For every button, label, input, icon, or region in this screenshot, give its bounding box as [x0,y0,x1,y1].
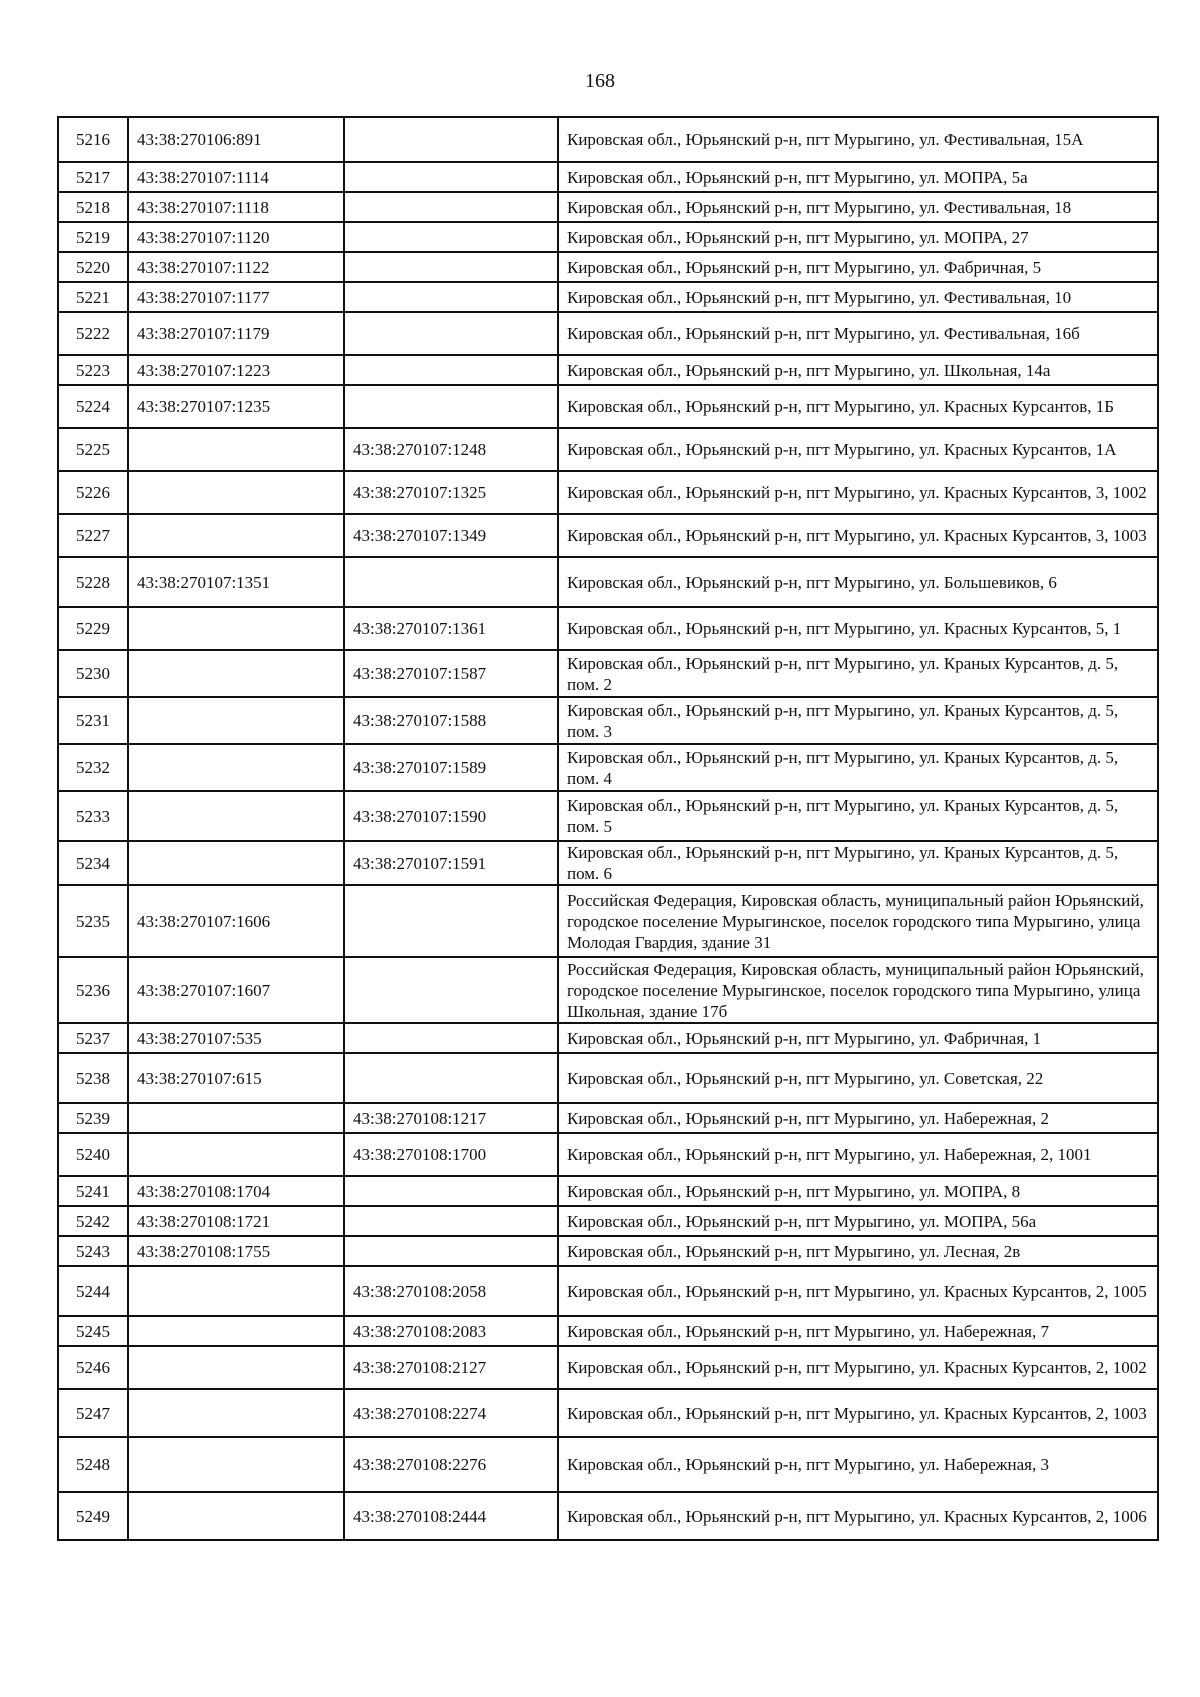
cadastral-number-alt-cell: 43:38:270108:1217 [344,1103,558,1133]
cadastral-number-cell [128,1389,344,1437]
cadastral-number-alt-cell: 43:38:270108:1700 [344,1133,558,1176]
table-row [58,697,1158,744]
cadastral-number-cell: 43:38:270106:891 [128,117,344,162]
cadastral-number-alt-cell [344,282,558,312]
row-number-cell: 5236 [58,957,128,1023]
row-number-cell: 5232 [58,744,128,791]
cadastral-number-cell: 43:38:270107:615 [128,1053,344,1103]
cadastral-number-cell [128,607,344,650]
cadastral-number-cell: 43:38:270108:1721 [128,1206,344,1236]
cadastral-number-alt-cell: 43:38:270107:1325 [344,471,558,514]
cadastral-number-alt-cell: 43:38:270107:1587 [344,650,558,697]
cadastral-number-cell: 43:38:270107:1351 [128,557,344,607]
table-row [58,841,1158,885]
row-number-cell: 5242 [58,1206,128,1236]
table-row [58,252,1158,282]
address-cell: Кировская обл., Юрьянский р-н, пгт Мурыгино, ул. МОПРА, 8 [558,1176,1158,1206]
row-number-cell: 5245 [58,1316,128,1346]
cadastral-number-alt-cell [344,312,558,355]
row-number-cell: 5235 [58,885,128,957]
table-row [58,385,1158,428]
address-cell: Кировская обл., Юрьянский р-н, пгт Мурыгино, ул. Советская, 22 [558,1053,1158,1103]
cadastral-number-alt-cell: 43:38:270107:1361 [344,607,558,650]
row-number-cell: 5226 [58,471,128,514]
address-cell: Кировская обл., Юрьянский р-н, пгт Мурыгино, ул. Красных Курсантов, 1А [558,428,1158,471]
table-row [58,1236,1158,1266]
row-number-cell: 5220 [58,252,128,282]
table-row [58,557,1158,607]
cadastral-number-cell [128,428,344,471]
cadastral-number-cell [128,514,344,557]
address-cell: Кировская обл., Юрьянский р-н, пгт Мурыгино, ул. Красных Курсантов, 5, 1 [558,607,1158,650]
cadastral-number-cell [128,791,344,841]
cadastral-number-cell: 43:38:270107:1177 [128,282,344,312]
cadastral-number-alt-cell: 43:38:270108:2274 [344,1389,558,1437]
cadastral-number-cell: 43:38:270108:1755 [128,1236,344,1266]
table-row [58,791,1158,841]
table-row [58,514,1158,557]
address-cell: Российская Федерация, Кировская область, муниципальный район Юрьянский, городское поселение Мурыгинское, поселок городского типа Мурыгино, улица Школьная, здание 17б [558,957,1158,1023]
address-cell: Кировская обл., Юрьянский р-н, пгт Мурыгино, ул. Фабричная, 5 [558,252,1158,282]
address-cell: Кировская обл., Юрьянский р-н, пгт Мурыгино, ул. Набережная, 3 [558,1437,1158,1492]
table-row [58,1176,1158,1206]
cadastral-number-cell: 43:38:270107:535 [128,1023,344,1053]
row-number-cell: 5246 [58,1346,128,1389]
cadastral-number-alt-cell: 43:38:270108:2444 [344,1492,558,1540]
table-row [58,1133,1158,1176]
address-cell: Кировская обл., Юрьянский р-н, пгт Мурыгино, ул. МОПРА, 27 [558,222,1158,252]
cadastral-number-alt-cell: 43:38:270108:2083 [344,1316,558,1346]
cadastral-number-cell [128,1133,344,1176]
address-cell: Кировская обл., Юрьянский р-н, пгт Мурыгино, ул. Краных Курсантов, д. 5, пом. 4 [558,744,1158,791]
address-cell: Кировская обл., Юрьянский р-н, пгт Мурыгино, ул. Краных Курсантов, д. 5, пом. 6 [558,841,1158,885]
address-cell: Кировская обл., Юрьянский р-н, пгт Мурыгино, ул. Краных Курсантов, д. 5, пом. 5 [558,791,1158,841]
row-number-cell: 5239 [58,1103,128,1133]
cadastral-number-alt-cell: 43:38:270107:1591 [344,841,558,885]
address-cell: Кировская обл., Юрьянский р-н, пгт Мурыгино, ул. Набережная, 2 [558,1103,1158,1133]
row-number-cell: 5228 [58,557,128,607]
table-row [58,1103,1158,1133]
address-cell: Кировская обл., Юрьянский р-н, пгт Мурыгино, ул. Фестивальная, 15А [558,117,1158,162]
cadastral-number-cell: 43:38:270107:1120 [128,222,344,252]
cadastral-number-alt-cell: 43:38:270107:1589 [344,744,558,791]
address-cell: Кировская обл., Юрьянский р-н, пгт Мурыгино, ул. Школьная, 14а [558,355,1158,385]
row-number-cell: 5234 [58,841,128,885]
row-number-cell: 5222 [58,312,128,355]
cadastral-number-cell [128,697,344,744]
address-cell: Кировская обл., Юрьянский р-н, пгт Мурыгино, ул. Краных Курсантов, д. 5, пом. 2 [558,650,1158,697]
row-number-cell: 5244 [58,1266,128,1316]
row-number-cell: 5237 [58,1023,128,1053]
cadastral-number-alt-cell [344,192,558,222]
row-number-cell: 5241 [58,1176,128,1206]
row-number-cell: 5217 [58,162,128,192]
cadastral-number-alt-cell [344,222,558,252]
cadastral-number-alt-cell: 43:38:270107:1590 [344,791,558,841]
address-cell: Кировская обл., Юрьянский р-н, пгт Мурыгино, ул. Красных Курсантов, 2, 1005 [558,1266,1158,1316]
row-number-cell: 5227 [58,514,128,557]
row-number-cell: 5248 [58,1437,128,1492]
cadastral-number-cell [128,744,344,791]
table-row [58,744,1158,791]
cadastral-number-cell: 43:38:270107:1118 [128,192,344,222]
cadastral-number-cell: 43:38:270108:1704 [128,1176,344,1206]
table-row [58,1206,1158,1236]
registry-table-body [58,117,1158,1540]
address-cell: Кировская обл., Юрьянский р-н, пгт Мурыгино, ул. Фестивальная, 16б [558,312,1158,355]
address-cell: Кировская обл., Юрьянский р-н, пгт Мурыгино, ул. Большевиков, 6 [558,557,1158,607]
table-row [58,312,1158,355]
row-number-cell: 5223 [58,355,128,385]
table-row [58,1346,1158,1389]
table-row [58,1053,1158,1103]
address-cell: Кировская обл., Юрьянский р-н, пгт Мурыгино, ул. Фестивальная, 10 [558,282,1158,312]
page-number: 168 [585,70,615,92]
cadastral-number-alt-cell [344,162,558,192]
table-row [58,1437,1158,1492]
cadastral-number-alt-cell: 43:38:270107:1248 [344,428,558,471]
address-cell: Кировская обл., Юрьянский р-н, пгт Мурыгино, ул. Красных Курсантов, 2, 1002 [558,1346,1158,1389]
cadastral-number-cell [128,1266,344,1316]
table-row [58,282,1158,312]
cadastral-number-alt-cell [344,1236,558,1266]
cadastral-number-alt-cell: 43:38:270107:1349 [344,514,558,557]
cadastral-number-cell: 43:38:270107:1122 [128,252,344,282]
table-row [58,1389,1158,1437]
cadastral-number-cell [128,1316,344,1346]
row-number-cell: 5231 [58,697,128,744]
address-cell: Российская Федерация, Кировская область, муниципальный район Юрьянский, городское поселение Мурыгинское, поселок городского типа Мурыгино, улица Молодая Гвардия, здание 31 [558,885,1158,957]
cadastral-number-alt-cell [344,957,558,1023]
table-row [58,117,1158,162]
row-number-cell: 5224 [58,385,128,428]
table-row [58,1266,1158,1316]
address-cell: Кировская обл., Юрьянский р-н, пгт Мурыгино, ул. Красных Курсантов, 3, 1003 [558,514,1158,557]
address-cell: Кировская обл., Юрьянский р-н, пгт Мурыгино, ул. Фабричная, 1 [558,1023,1158,1053]
address-cell: Кировская обл., Юрьянский р-н, пгт Мурыгино, ул. Краных Курсантов, д. 5, пом. 3 [558,697,1158,744]
row-number-cell: 5216 [58,117,128,162]
address-cell: Кировская обл., Юрьянский р-н, пгт Мурыгино, ул. Фестивальная, 18 [558,192,1158,222]
cadastral-number-cell [128,1437,344,1492]
row-number-cell: 5221 [58,282,128,312]
table-row [58,471,1158,514]
table-row [58,222,1158,252]
row-number-cell: 5243 [58,1236,128,1266]
address-cell: Кировская обл., Юрьянский р-н, пгт Мурыгино, ул. Красных Курсантов, 1Б [558,385,1158,428]
cadastral-number-cell [128,841,344,885]
cadastral-number-alt-cell [344,1176,558,1206]
cadastral-number-cell [128,650,344,697]
row-number-cell: 5230 [58,650,128,697]
table-row [58,1492,1158,1540]
table-row [58,192,1158,222]
table-row [58,650,1158,697]
table-row [58,162,1158,192]
table-row [58,428,1158,471]
cadastral-number-alt-cell: 43:38:270107:1588 [344,697,558,744]
cadastral-number-cell: 43:38:270107:1223 [128,355,344,385]
address-cell: Кировская обл., Юрьянский р-н, пгт Мурыгино, ул. Набережная, 2, 1001 [558,1133,1158,1176]
row-number-cell: 5233 [58,791,128,841]
table-row [58,957,1158,1023]
cadastral-number-cell: 43:38:270107:1179 [128,312,344,355]
cadastral-number-cell: 43:38:270107:1235 [128,385,344,428]
row-number-cell: 5238 [58,1053,128,1103]
row-number-cell: 5219 [58,222,128,252]
cadastral-number-alt-cell [344,252,558,282]
cadastral-number-alt-cell: 43:38:270108:2127 [344,1346,558,1389]
cadastral-number-alt-cell [344,885,558,957]
cadastral-number-cell: 43:38:270107:1114 [128,162,344,192]
table-row [58,885,1158,957]
address-cell: Кировская обл., Юрьянский р-н, пгт Мурыгино, ул. МОПРА, 5а [558,162,1158,192]
cadastral-number-cell [128,1346,344,1389]
address-cell: Кировская обл., Юрьянский р-н, пгт Мурыгино, ул. Красных Курсантов, 2, 1003 [558,1389,1158,1437]
cadastral-number-alt-cell: 43:38:270108:2276 [344,1437,558,1492]
cadastral-number-cell [128,1103,344,1133]
cadastral-number-alt-cell [344,1053,558,1103]
cadastral-number-alt-cell [344,385,558,428]
row-number-cell: 5247 [58,1389,128,1437]
row-number-cell: 5225 [58,428,128,471]
table-row [58,355,1158,385]
address-cell: Кировская обл., Юрьянский р-н, пгт Мурыгино, ул. Красных Курсантов, 3, 1002 [558,471,1158,514]
table-row [58,1023,1158,1053]
address-cell: Кировская обл., Юрьянский р-н, пгт Мурыгино, ул. Красных Курсантов, 2, 1006 [558,1492,1158,1540]
cadastral-number-cell: 43:38:270107:1606 [128,885,344,957]
cadastral-number-cell [128,471,344,514]
row-number-cell: 5240 [58,1133,128,1176]
table-row [58,1316,1158,1346]
cadastral-number-alt-cell [344,355,558,385]
cadastral-number-alt-cell: 43:38:270108:2058 [344,1266,558,1316]
address-cell: Кировская обл., Юрьянский р-н, пгт Мурыгино, ул. МОПРА, 56а [558,1206,1158,1236]
registry-table [57,116,1159,1541]
cadastral-number-cell [128,1492,344,1540]
cadastral-number-alt-cell [344,557,558,607]
address-cell: Кировская обл., Юрьянский р-н, пгт Мурыгино, ул. Набережная, 7 [558,1316,1158,1346]
row-number-cell: 5218 [58,192,128,222]
row-number-cell: 5229 [58,607,128,650]
row-number-cell: 5249 [58,1492,128,1540]
cadastral-number-alt-cell [344,117,558,162]
cadastral-number-cell: 43:38:270107:1607 [128,957,344,1023]
table-row [58,607,1158,650]
cadastral-number-alt-cell [344,1023,558,1053]
cadastral-number-alt-cell [344,1206,558,1236]
address-cell: Кировская обл., Юрьянский р-н, пгт Мурыгино, ул. Лесная, 2в [558,1236,1158,1266]
